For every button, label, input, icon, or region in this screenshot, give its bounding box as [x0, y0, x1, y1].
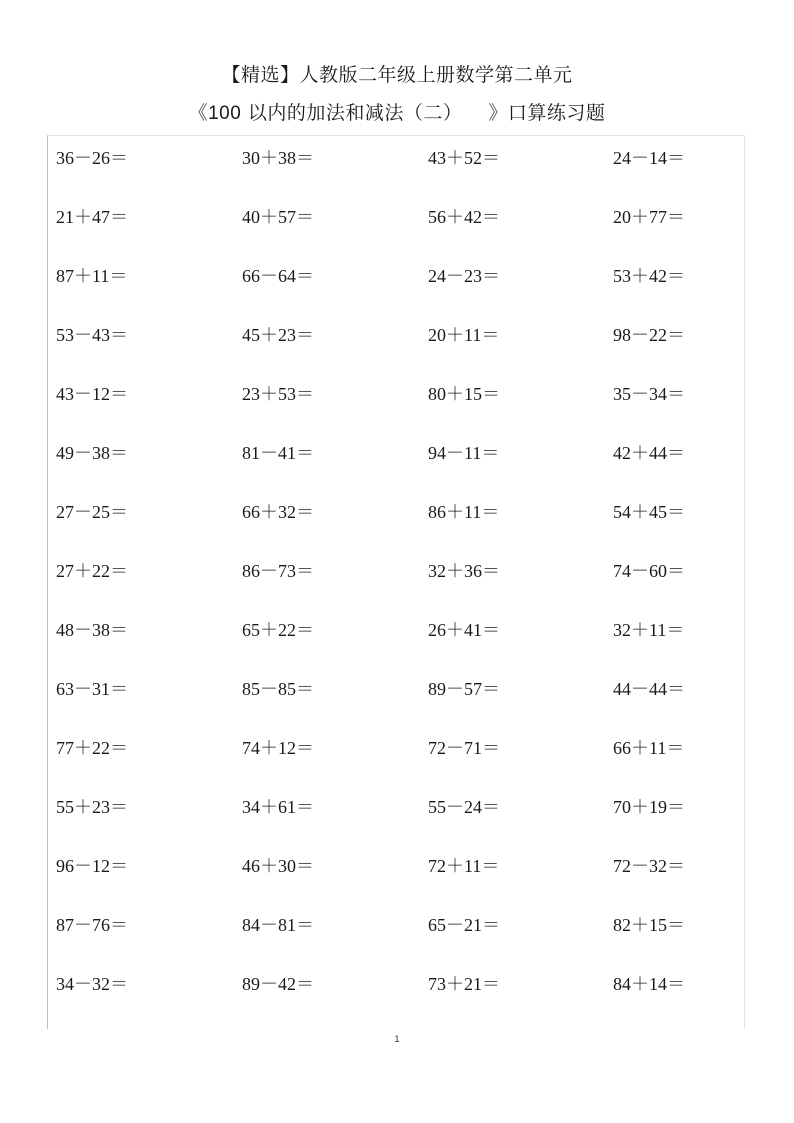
problem-grid	[56, 145, 756, 1030]
problem-item: 72＋11＝	[428, 856, 500, 876]
problem-item: 30＋38＝	[242, 148, 314, 168]
problem-item: 43－12＝	[56, 384, 128, 404]
problem-item: 26＋41＝	[428, 620, 500, 640]
problem-row	[56, 322, 756, 381]
problem-row	[56, 971, 756, 1030]
subtitle-middle: 以内的加法和减法（二）	[247, 102, 463, 124]
problem-item: 44－44＝	[613, 679, 685, 699]
problem-row	[56, 735, 756, 794]
problem-item: 42＋44＝	[613, 443, 685, 463]
problem-item: 40＋57＝	[242, 207, 314, 227]
problem-item: 65－21＝	[428, 915, 500, 935]
page-title: 【精选】人教版二年级上册数学第二单元	[221, 64, 573, 86]
problem-row	[56, 794, 756, 853]
problem-item: 72－32＝	[613, 856, 685, 876]
problem-item: 49－38＝	[56, 443, 128, 463]
problem-row	[56, 912, 756, 971]
problem-item: 46＋30＝	[242, 856, 314, 876]
problem-item: 84－81＝	[242, 915, 314, 935]
problem-item: 45＋23＝	[242, 325, 314, 345]
problem-item: 34－32＝	[56, 974, 128, 994]
problem-item: 72－71＝	[428, 738, 500, 758]
problem-row	[56, 440, 756, 499]
problem-item: 20＋77＝	[613, 207, 685, 227]
problem-item: 21＋47＝	[56, 207, 128, 227]
problem-item: 34＋61＝	[242, 797, 314, 817]
problem-item: 35－34＝	[613, 384, 685, 404]
problem-item: 74－60＝	[613, 561, 685, 581]
problem-item: 86－73＝	[242, 561, 314, 581]
problem-item: 85－85＝	[242, 679, 314, 699]
problem-item: 32＋36＝	[428, 561, 500, 581]
problem-item: 77＋22＝	[56, 738, 128, 758]
problem-item: 24－23＝	[428, 266, 500, 286]
problem-item: 27＋22＝	[56, 561, 128, 581]
problem-row	[56, 853, 756, 912]
problem-row	[56, 676, 756, 735]
problem-item: 66－64＝	[242, 266, 314, 286]
problem-item: 66＋32＝	[242, 502, 314, 522]
problem-item: 89－57＝	[428, 679, 500, 699]
problem-item: 87－76＝	[56, 915, 128, 935]
problem-item: 82＋15＝	[613, 915, 685, 935]
problem-item: 55＋23＝	[56, 797, 128, 817]
problem-row	[56, 263, 756, 322]
problem-item: 27－25＝	[56, 502, 128, 522]
problem-row	[56, 617, 756, 676]
problem-item: 53＋42＝	[613, 266, 685, 286]
problem-item: 89－42＝	[242, 974, 314, 994]
problem-item: 70＋19＝	[613, 797, 685, 817]
problem-item: 80＋15＝	[428, 384, 500, 404]
problem-item: 20＋11＝	[428, 325, 500, 345]
subtitle-prefix: 《	[188, 102, 209, 124]
problem-item: 73＋21＝	[428, 974, 500, 994]
problem-item: 56＋42＝	[428, 207, 500, 227]
page-subtitle	[0, 98, 794, 125]
problem-row	[56, 558, 756, 617]
problem-item: 36－26＝	[56, 148, 128, 168]
subtitle-number: 100	[208, 103, 242, 124]
problem-item: 98－22＝	[613, 325, 685, 345]
problem-item: 23＋53＝	[242, 384, 314, 404]
problem-item: 54＋45＝	[613, 502, 685, 522]
problem-item: 65＋22＝	[242, 620, 314, 640]
problem-row	[56, 381, 756, 440]
problem-item: 53－43＝	[56, 325, 128, 345]
problem-row	[56, 499, 756, 558]
page-number: 1	[394, 1034, 400, 1044]
problem-row	[56, 145, 756, 204]
problem-item: 48－38＝	[56, 620, 128, 640]
problem-item: 43＋52＝	[428, 148, 500, 168]
problem-item: 63－31＝	[56, 679, 128, 699]
subtitle-suffix: 》口算练习题	[488, 102, 606, 124]
problem-item: 87＋11＝	[56, 266, 128, 286]
problem-item: 96－12＝	[56, 856, 128, 876]
problem-item: 24－14＝	[613, 148, 685, 168]
problem-item: 74＋12＝	[242, 738, 314, 758]
problem-item: 81－41＝	[242, 443, 314, 463]
problem-item: 66＋11＝	[613, 738, 685, 758]
problem-item: 94－11＝	[428, 443, 500, 463]
problem-item: 32＋11＝	[613, 620, 685, 640]
problem-item: 55－24＝	[428, 797, 500, 817]
problem-row	[56, 204, 756, 263]
problem-item: 84＋14＝	[613, 974, 685, 994]
problem-item: 86＋11＝	[428, 502, 500, 522]
